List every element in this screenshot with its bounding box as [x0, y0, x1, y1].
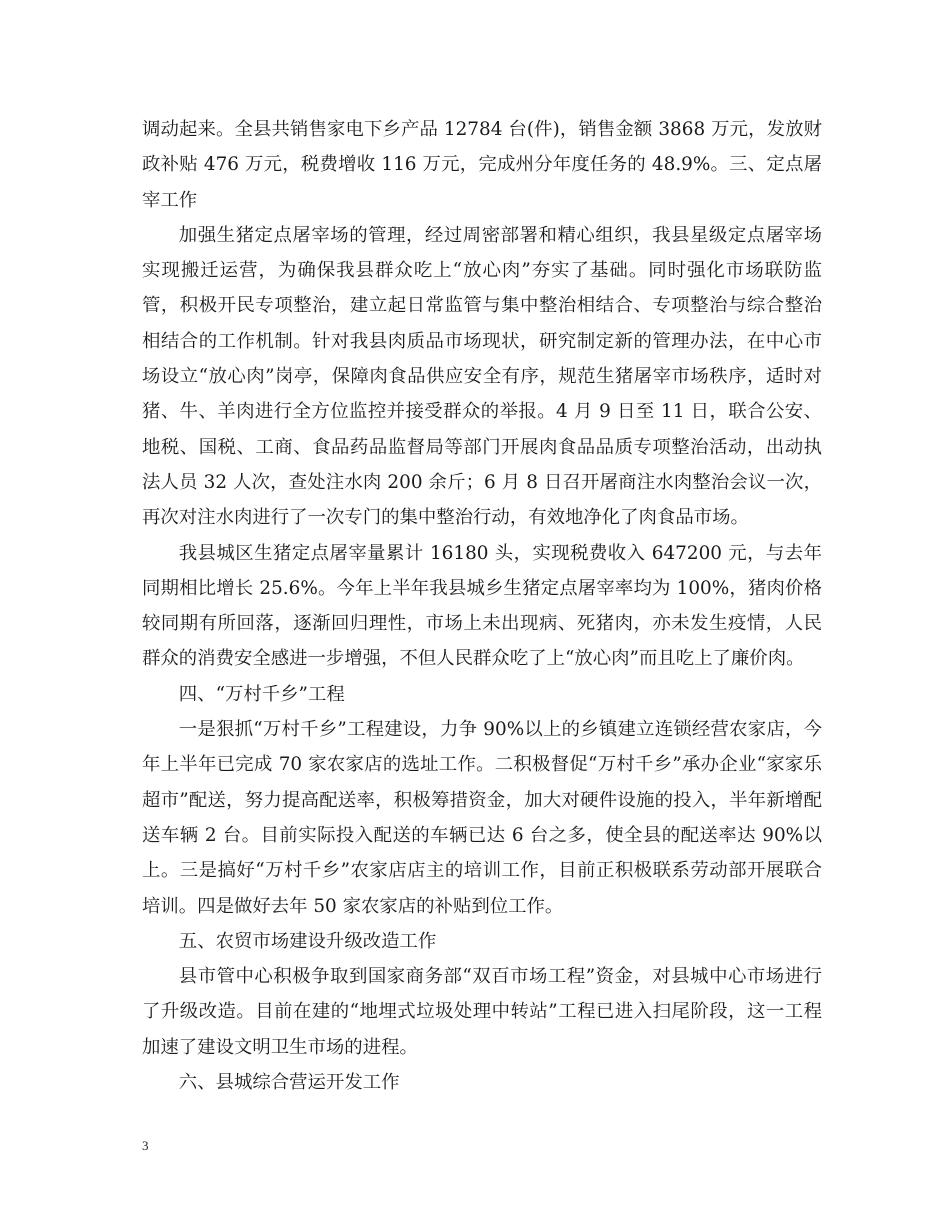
- section-heading-market-upgrade: 五、农贸市场建设升级改造工作: [178, 930, 437, 952]
- section-heading-county-development: 六、县城综合营运开发工作: [178, 1072, 400, 1094]
- paragraph-slaughter-management: 加强生猪定点屠宰场的管理，经过周密部署和精心组织，我县星级定点屠宰场实现搬迁运营，为确保我县群众吃上“放心肉”夯实了基础。同时强化市场联防监管，积极开民专项整治，建立起日常监管与集中整治相结合、专项整治与综合整治相结合的工作机制。针对我县肉质品市场现状，研究制定新的管理办法，在中心市场设立“放心肉”岗亭，保障肉食品供应安全有序，规范生猪屠宰市场秩序，适时对猪、牛、羊肉进行全方位监控并接受群众的举报。4 月 9 日至 11 日，联合公安、地税、国税、工商、食品药品监督局等部门开展肉食品品质专项整治活动，出动执法人员 32 人次，查处注水肉 200 余斤；6 月 8 日召开屠商注水肉整治会议一次，再次对注水肉进行了一次专门的集中整治行动，有效地净化了肉食品市场。: [142, 224, 822, 529]
- paragraph-wancun-qianxiang: 一是狠抓“万村千乡”工程建设，力争 90%以上的乡镇建立连锁经营农家店，今年上半年已完成 70 家农家店的选址工作。二积极督促“万村千乡”承办企业“家家乐超市”配送，努力提高配送率，积极筹措资金，加大对硬件设施的投入，半年新增配送车辆 2 台。目前实际投入配送的车辆已达 6 台之多，使全县的配送率达 90%以上。三是搞好“万村千乡”农家店店主的培训工作，目前正积极联系劳动部开展联合培训。四是做好去年 50 家农家店的补贴到位工作。: [142, 719, 822, 917]
- paragraph-slaughter-statistics: 我县城区生猪定点屠宰量累计 16180 头，实现税费收入 647200 元，与去年同期相比增长 25.6%。今年上半年我县城乡生猪定点屠宰率均为 100%，猪肉价格较同期有所回落，逐渐回归理性，市场上未出现病、死猪肉，亦未发生疫情，人民群众的消费安全感进一步增强，不但人民群众吃了上“放心肉”而且吃上了廉价肉。: [142, 542, 822, 670]
- paragraph-market-upgrade: 县市管中心积极争取到国家商务部“双百市场工程”资金，对县城中心市场进行了升级改造。目前在建的“地埋式垃圾处理中转站”工程已进入扫尾阶段，这一工程加速了建设文明卫生市场的进程。: [142, 966, 822, 1058]
- section-heading-wancun-qianxiang: 四、“万村千乡”工程: [178, 683, 345, 705]
- document-body: [142, 112, 822, 1100]
- page-number: 3: [142, 1138, 149, 1153]
- paragraph-continuation: 调动起来。全县共销售家电下乡产品 12784 台(件)，销售金额 3868 万元，发放财政补贴 476 万元，税费增收 116 万元，完成州分年度任务的 48.9%。三、定点屠宰工作: [142, 119, 822, 211]
